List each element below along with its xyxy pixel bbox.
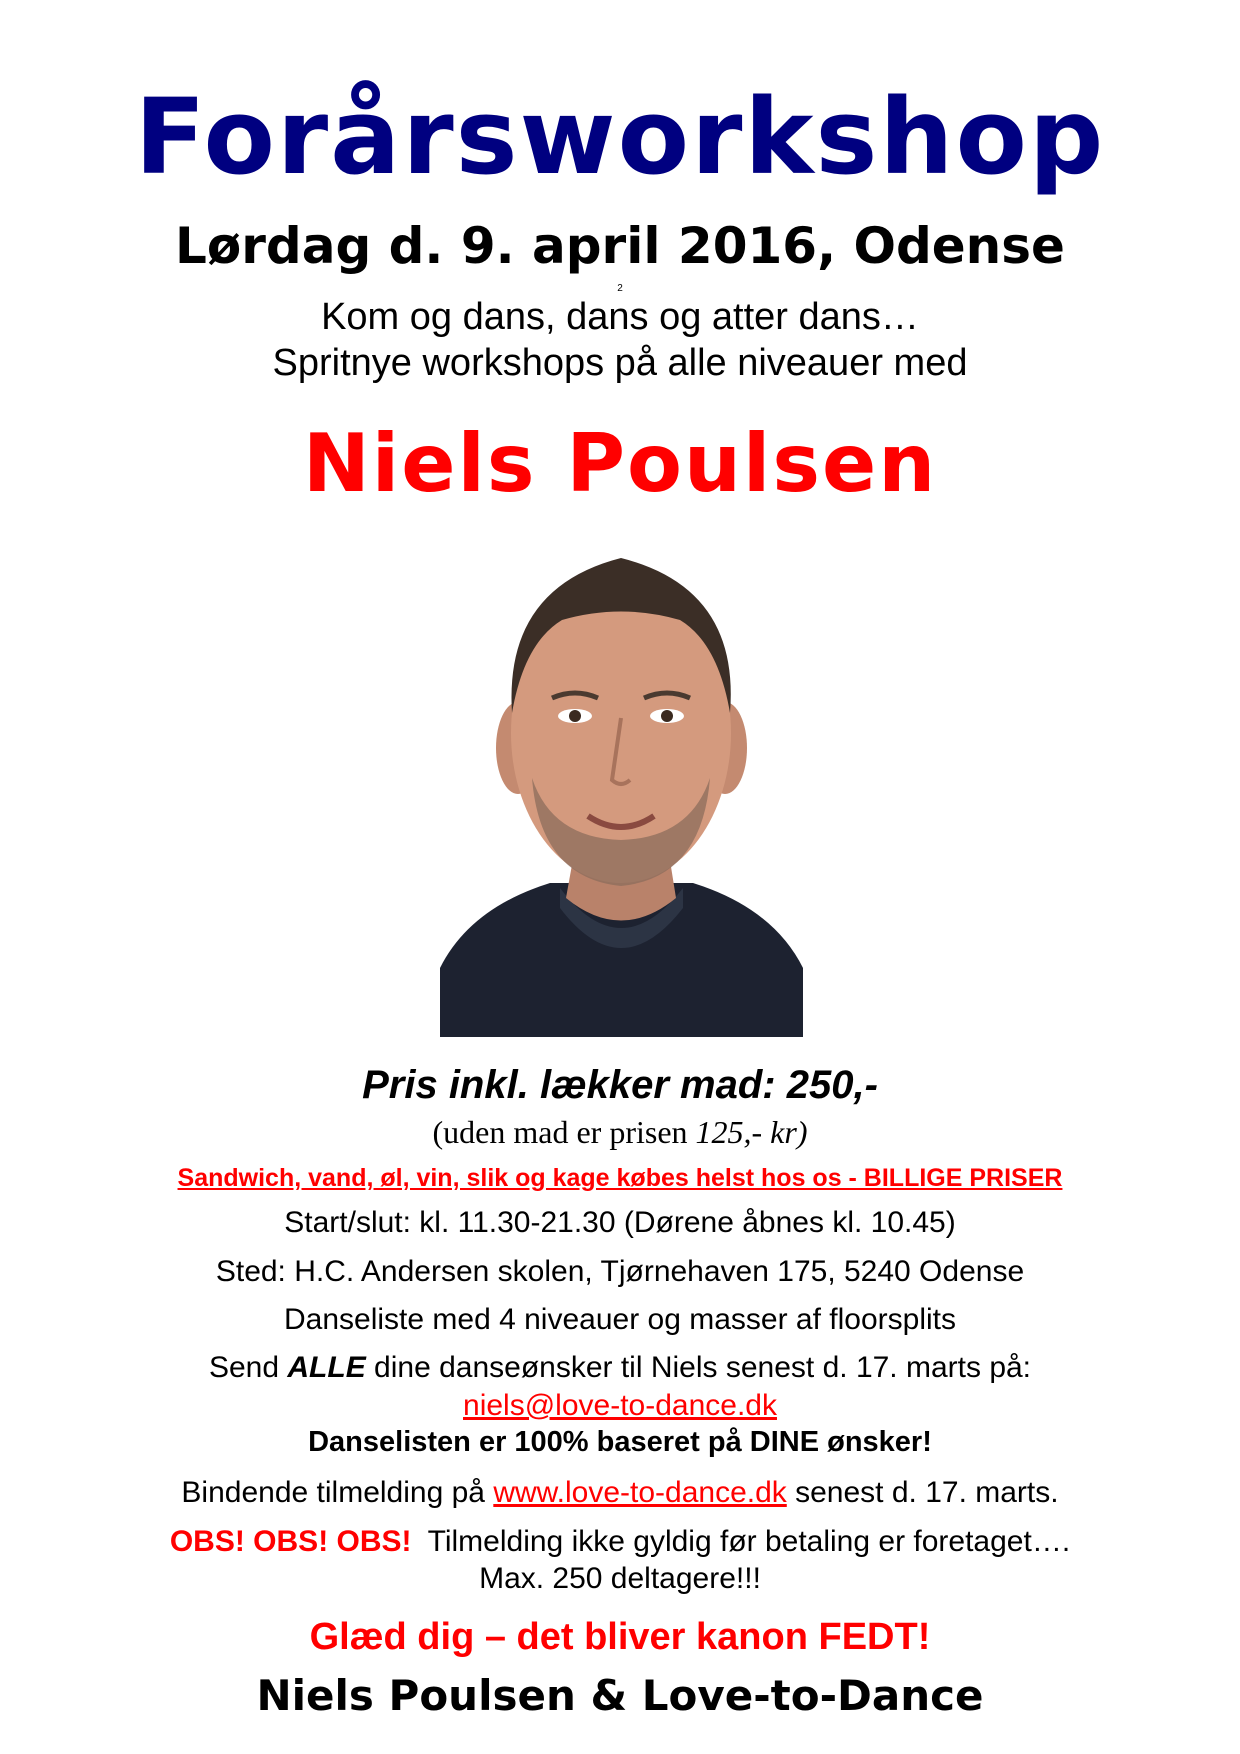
start-slut-line: Start/slut: kl. 11.30-21.30 (Dørene åbnes kl. 10.45) xyxy=(284,1206,956,1239)
email-link[interactable]: niels@love-to-dance.dk xyxy=(463,1389,777,1422)
price-without-food-value: 125,- kr) xyxy=(695,1114,808,1150)
website-link[interactable]: www.love-to-dance.dk xyxy=(493,1476,787,1509)
price-without-food-prefix: (uden mad er prisen xyxy=(432,1114,696,1150)
registration-line xyxy=(0,1476,1240,1509)
intro-line-1: Kom og dans, dans og atter dans… xyxy=(321,296,919,338)
intro-line-2: Spritnye workshops på alle niveauer med xyxy=(272,342,968,384)
send-emphasis: ALLE xyxy=(287,1351,366,1384)
instructor-name: Niels Poulsen xyxy=(302,417,938,510)
tiny-mark: 2 xyxy=(617,283,623,294)
price-without-food xyxy=(0,1115,1240,1150)
sandwich-notice: Sandwich, vand, øl, vin, slik og kage købes helst hos os - BILLIGE PRISER xyxy=(177,1164,1063,1192)
signature: Niels Poulsen & Love-to-Dance xyxy=(256,1671,984,1720)
max-participants: Max. 250 deltagere!!! xyxy=(479,1562,761,1595)
send-wishes-line xyxy=(0,1351,1240,1384)
send-suffix: dine danseønsker til Niels senest d. 17. marts på: xyxy=(365,1351,1032,1384)
page-title: Forårsworkshop xyxy=(134,76,1106,198)
portrait-photo-icon xyxy=(440,548,803,1037)
registration-prefix: Bindende tilmelding på xyxy=(181,1476,494,1509)
obs-line xyxy=(0,1525,1240,1558)
closing-tagline: Glæd dig – det bliver kanon FEDT! xyxy=(309,1616,931,1658)
obs-label: OBS! OBS! OBS! xyxy=(169,1525,412,1558)
event-date: Lørdag d. 9. april 2016, Odense xyxy=(175,217,1065,275)
price-line: Pris inkl. lækker mad: 250,- xyxy=(362,1063,878,1107)
danseliste-basis: Danselisten er 100% baseret på DINE ønsker! xyxy=(308,1426,932,1458)
danseliste-line: Danseliste med 4 niveauer og masser af floorsplits xyxy=(284,1303,956,1336)
venue-line: Sted: H.C. Andersen skolen, Tjørnehaven 175, 5240 Odense xyxy=(215,1255,1025,1288)
obs-text: Tilmelding ikke gyldig før betaling er foretaget…. xyxy=(411,1525,1071,1558)
registration-suffix: senest d. 17. marts. xyxy=(786,1476,1059,1509)
send-prefix: Send xyxy=(208,1351,288,1384)
